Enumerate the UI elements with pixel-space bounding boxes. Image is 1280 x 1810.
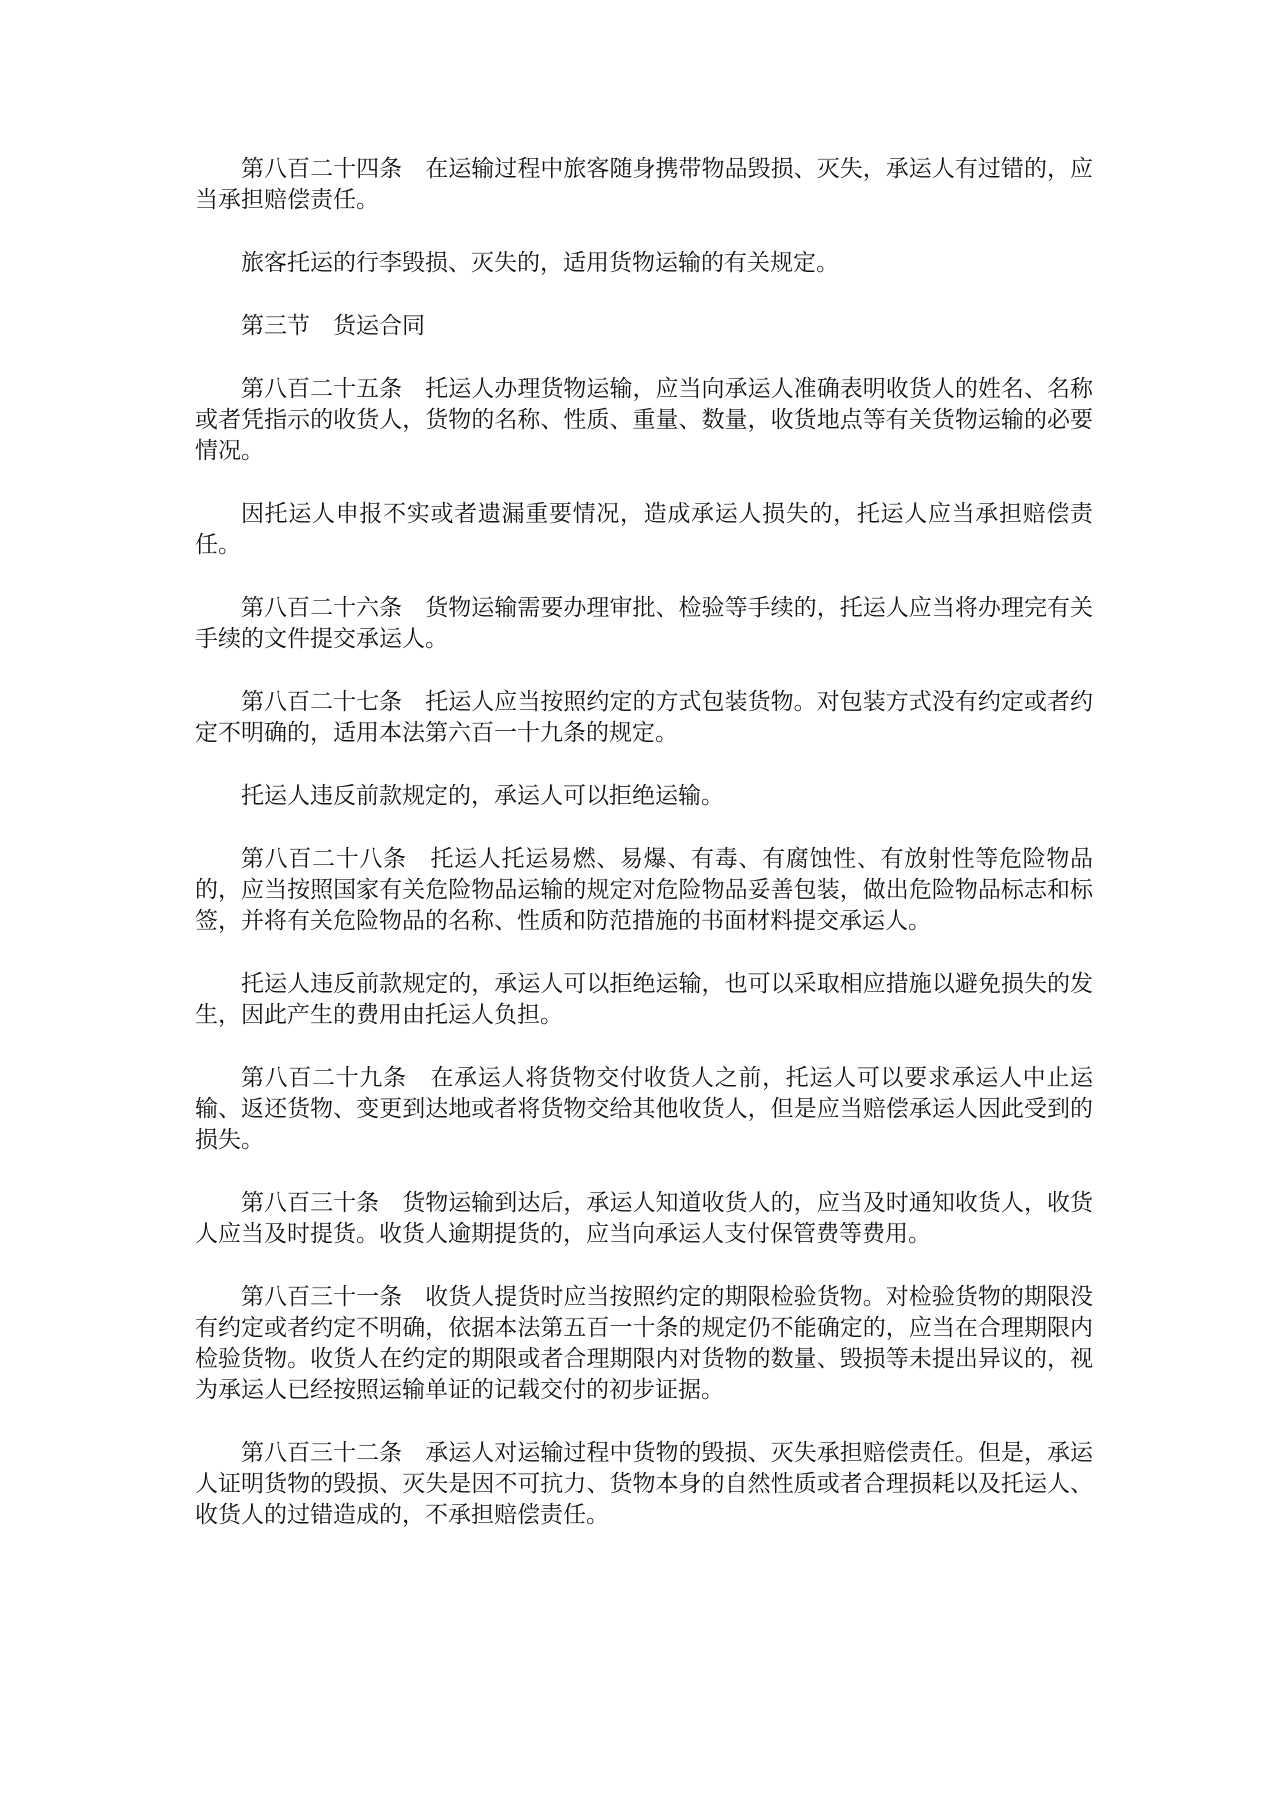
article-825: 第八百二十五条 托运人办理货物运输，应当向承运人准确表明收货人的姓名、名称或者凭指示的收货人，货物的名称、性质、重量、数量，收货地点等有关货物运输的必要情况。: [195, 376, 1093, 464]
article-830: 第八百三十条 货物运输到达后，承运人知道收货人的，应当及时通知收货人，收货人应当及时提货。收货人逾期提货的，应当向承运人支付保管费等费用。: [195, 1190, 1093, 1247]
article-824: 第八百二十四条 在运输过程中旅客随身携带物品毁损、灭失，承运人有过错的，应当承担赔偿责任。: [195, 156, 1093, 213]
paragraph-dangerous-goods-violation: 托运人违反前款规定的，承运人可以拒绝运输，也可以采取相应措施以避免损失的发生，因此产生的费用由托运人负担。: [195, 971, 1093, 1028]
article-831: 第八百三十一条 收货人提货时应当按照约定的期限检验货物。对检验货物的期限没有约定或者约定不明确，依据本法第五百一十条的规定仍不能确定的，应当在合理期限内检验货物。收货人在约定的期限或者合理期限内对货物的数量、毁损等未提出异议的，视为承运人已经按照运输单证的记载交付的初步证据。: [195, 1284, 1093, 1403]
article-826: 第八百二十六条 货物运输需要办理审批、检验等手续的，托运人应当将办理完有关手续的文件提交承运人。: [195, 595, 1093, 652]
paragraph-refuse-transport: 托运人违反前款规定的，承运人可以拒绝运输。: [241, 783, 724, 809]
article-832: 第八百三十二条 承运人对运输过程中货物的毁损、灭失承担赔偿责任。但是，承运人证明货物的毁损、灭失是因不可抗力、货物本身的自然性质或者合理损耗以及托运人、收货人的过错造成的，不承担赔偿责任。: [195, 1440, 1093, 1528]
paragraph-false-report: 因托运人申报不实或者遗漏重要情况，造成承运人损失的，托运人应当承担赔偿责任。: [195, 501, 1093, 558]
article-827: 第八百二十七条 托运人应当按照约定的方式包装货物。对包装方式没有约定或者约定不明确的，适用本法第六百一十九条的规定。: [195, 689, 1093, 746]
article-828: 第八百二十八条 托运人托运易燃、易爆、有毒、有腐蚀性、有放射性等危险物品的，应当按照国家有关危险物品运输的规定对危险物品妥善包装，做出危险物品标志和标签，并将有关危险物品的名称、性质和防范措施的书面材料提交承运人。: [195, 846, 1093, 934]
paragraph-luggage: 旅客托运的行李毁损、灭失的，适用货物运输的有关规定。: [241, 250, 839, 276]
document-body: [195, 154, 1093, 1563]
section-heading: 第三节 货运合同: [241, 313, 425, 339]
article-829: 第八百二十九条 在承运人将货物交付收货人之前，托运人可以要求承运人中止运输、返还货物、变更到达地或者将货物交给其他收货人，但是应当赔偿承运人因此受到的损失。: [195, 1065, 1093, 1153]
